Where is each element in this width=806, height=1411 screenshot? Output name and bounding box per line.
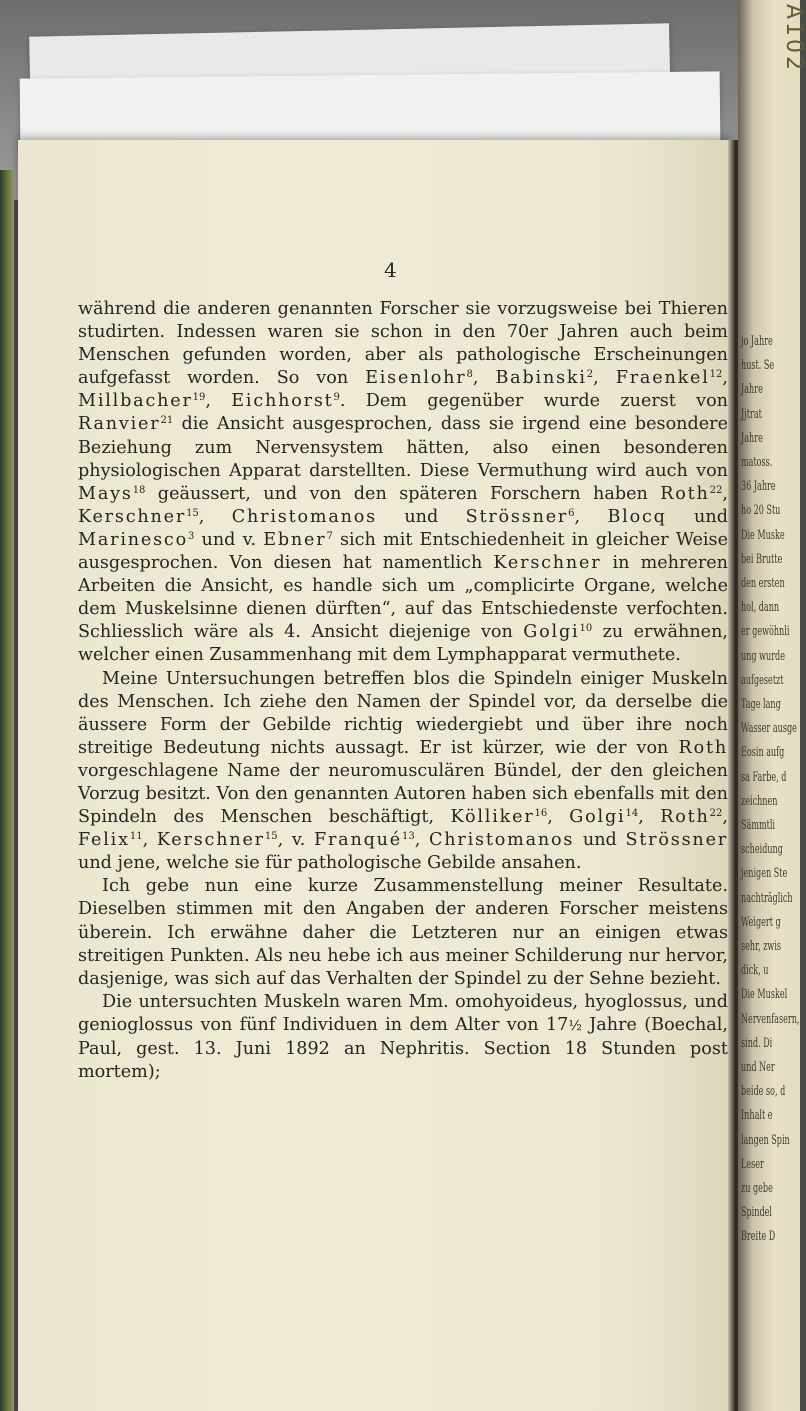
author-name: Roth <box>678 737 728 758</box>
text-run: in mehreren Arbeiten die Ansicht, es handle sich um „complicirte Organe, welche dem Muskelsinne dienen dürften“, auf das Entschiedenste verfochten. Schliesslich wäre als 4. Ansicht diejenige von <box>78 553 728 643</box>
citation-superscript: 6 <box>568 507 575 519</box>
facing-page-line: sa Farbe, d <box>741 769 787 785</box>
facing-page-line: Spindel <box>741 1205 772 1221</box>
citation-superscript: 15 <box>264 831 278 843</box>
page-gutter-edge <box>0 170 14 1411</box>
facing-page-line: Tage lang <box>741 697 781 712</box>
facing-page-line: zeichnen <box>741 793 778 809</box>
body-text <box>78 298 728 1084</box>
text-run: , <box>547 807 570 828</box>
text-run: und jene, welche sie für pathologische Gebilde ansahen. <box>78 853 582 874</box>
text-run: , <box>205 391 232 412</box>
facing-page-line: hust. Se <box>741 358 775 374</box>
text-run: vorgeschlagene Name der neuromusculären Bündel, der den gleichen Vorzug besitzt. Von den genannten Autoren haben sich ebenfalls mit den Spindeln des Menschen beschäftigt, <box>78 760 728 828</box>
facing-page-line: jo Jahre <box>741 334 773 349</box>
facing-page-line: dick, u <box>741 963 769 979</box>
facing-page-line: 36 Jahre <box>741 479 776 495</box>
author-name: Marinesco <box>78 529 188 550</box>
author-name: Christomanos <box>428 830 575 851</box>
facing-page-line: Eosin aufg <box>741 745 785 761</box>
facing-page-line: sind. Di <box>741 1035 773 1051</box>
facing-page-line: Weigert g <box>741 914 781 930</box>
facing-page-line: langen Spin <box>741 1132 790 1148</box>
author-name: Roth <box>660 807 710 828</box>
author-name: Franqué <box>313 830 402 851</box>
facing-page-line: Leser <box>741 1156 764 1172</box>
paragraph <box>78 991 728 1084</box>
previous-leaf-edge-lower <box>20 71 721 148</box>
text-run: Jahre (Boechal, Paul, gest. 13. Juni 1892 an Nephritis. Section 18 Stunden post mortem); <box>78 1014 728 1083</box>
text-run: , <box>142 830 157 851</box>
text-run: sich mit Entschiedenheit in gleicher Weise ausgesprochen. Von diesen hat namentlich <box>78 529 728 574</box>
citation-superscript: 18 <box>132 484 146 496</box>
author-name: Eichhorst <box>231 391 334 412</box>
author-name: Strössner <box>625 830 728 851</box>
text-run: Die untersuchten Muskeln waren Mm. omohyoideus, hyoglossus, und genioglossus von fünf Individuen in dem Alter von 17 <box>78 991 728 1035</box>
author-name: Millbacher <box>78 391 193 412</box>
text-run: , <box>414 830 429 851</box>
paragraph <box>78 668 728 876</box>
author-name: Ranvier <box>78 414 161 435</box>
citation-superscript: 22 <box>709 484 723 496</box>
text-run: und <box>574 830 626 851</box>
text-run: , <box>198 506 232 527</box>
author-name: Golgi <box>523 622 580 643</box>
text-run: , v. <box>277 830 314 851</box>
facing-page-line: jenigen Ste <box>741 866 788 882</box>
facing-page-line: ung wurde <box>741 648 785 664</box>
author-name: Blocq <box>607 506 667 527</box>
text-run: , <box>722 368 728 389</box>
citation-superscript: 14 <box>625 808 639 820</box>
facing-page-line: Breite D <box>741 1229 776 1245</box>
author-name: Kerschner <box>493 553 602 574</box>
author-name: Felix <box>78 830 130 851</box>
facing-page-line: matoss. <box>741 455 773 470</box>
citation-superscript: 12 <box>709 369 723 381</box>
text-run: zu erwähnen, welcher einen Zusammenhang mit dem Lymphapparat vermuthete. <box>78 622 729 666</box>
citation-superscript: 2 <box>586 369 594 381</box>
fraction: ½ <box>568 1017 582 1034</box>
facing-page-line: er gewöhnli <box>741 624 790 640</box>
facing-page-line: Jahre <box>741 382 763 398</box>
author-name: Kerschner <box>78 506 187 527</box>
text-run: und <box>376 506 466 527</box>
author-name: Golgi <box>569 807 626 828</box>
facing-page-line: sehr, zwis <box>741 939 782 954</box>
text-run: geäussert, und von den späteren Forschern haben <box>145 483 661 504</box>
author-name: Eisenlohr <box>365 368 467 389</box>
text-run: Meine Untersuchungen betreffen blos die Spindeln einiger Muskeln des Menschen. Ich ziehe den Namen der Spindel vor, da derselbe die äussere Form der Gebilde richtig wiedergiebt und über ihre noch streitige Bedeutung nichts aussagt. Er ist kürzer, wie der von <box>78 668 728 758</box>
text-run: , <box>638 807 661 828</box>
text-run: und v. <box>194 529 264 550</box>
text-run: während die anderen genannten Forscher sie vorzugsweise bei Thieren studirten. Indessen waren sie schon in den 70er Jahren auch beim Menschen gefunden worden, aber als pathologische Erscheinungen aufgefasst worden. So von <box>78 299 728 389</box>
citation-superscript: 9 <box>333 392 340 404</box>
author-name: Mays <box>78 483 133 504</box>
page-number: 4 <box>384 258 397 282</box>
author-name: Christomanos <box>231 506 377 527</box>
author-name: Ebner <box>263 529 327 550</box>
facing-page-line: den ersten <box>741 576 785 591</box>
facing-page-line: bei Brutte <box>741 551 783 567</box>
facing-page-line: aufgesetzt <box>741 672 784 688</box>
facing-page-line: Die Muske <box>741 527 785 543</box>
facing-page-line: ho 20 Stu <box>741 503 781 519</box>
citation-superscript: 11 <box>129 831 143 843</box>
facing-page-line: Nervenfasern, <box>741 1011 800 1027</box>
text-run: und <box>666 506 728 527</box>
author-name: Strössner <box>465 506 569 527</box>
facing-page-line: nachträglich <box>741 890 793 906</box>
author-name: Babinski <box>495 368 587 389</box>
library-stamp: A102 <box>781 4 806 74</box>
text-run: , <box>574 506 608 527</box>
text-run: , <box>722 807 728 828</box>
citation-superscript: 22 <box>709 808 723 820</box>
author-name: Fraenkel <box>615 368 710 389</box>
facing-page-line: und Ner <box>741 1060 775 1075</box>
citation-superscript: 13 <box>402 831 415 843</box>
facing-page-line: beide so, d <box>741 1084 786 1100</box>
citation-superscript: 16 <box>534 808 548 820</box>
facing-page-line: Jahre <box>741 430 763 446</box>
facing-page-line: hol, dann <box>741 600 780 616</box>
citation-superscript: 10 <box>579 623 593 635</box>
facing-page-line: Jjtrat <box>741 406 762 422</box>
author-name: Kölliker <box>450 807 535 828</box>
citation-superscript: 3 <box>187 530 195 542</box>
text-run: die Ansicht ausgesprochen, dass sie irgend eine besondere Beziehung zum Nervensystem hätten, also einen besonderen physiologischen Apparat darstellten. Diese Vermuthung wird auch von <box>78 414 728 481</box>
text-run: . Dem gegenüber wurde zuerst von <box>339 391 728 412</box>
text-run: Ich gebe nun eine kurze Zusammenstellung meiner Resultate. Dieselben stimmen mit den Angaben der anderen Forscher meistens überein. Ich erwähne daher die Letzteren nur an einigen etwas streitigen Punkten. Als neu hebe ich aus meiner Schilderung nur hervor, dasjenige, was sich auf das Verhalten der Spindel zu der Sehne bezieht. <box>78 876 728 989</box>
facing-page-line: zu gebe <box>741 1181 773 1196</box>
paragraph <box>78 875 728 990</box>
author-name: Roth <box>660 483 710 504</box>
facing-page-line: scheidung <box>741 842 783 858</box>
citation-superscript: 15 <box>186 507 199 519</box>
citation-superscript: 7 <box>326 530 333 542</box>
citation-superscript: 8 <box>466 369 473 381</box>
citation-superscript: 19 <box>192 392 206 404</box>
facing-page-line: Die Muskel <box>741 987 788 1003</box>
facing-page-line: Inhalt e <box>741 1108 773 1124</box>
text-run: , <box>722 483 728 504</box>
facing-page-line: Sämmtli <box>741 818 776 833</box>
facing-page-line: Wasser ausge <box>741 721 797 737</box>
author-name: Kerschner <box>156 830 265 851</box>
facing-page-edge <box>738 0 806 1411</box>
text-run: , <box>593 368 616 389</box>
paragraph <box>78 298 728 668</box>
citation-superscript: 21 <box>160 415 174 427</box>
text-run: , <box>472 368 496 389</box>
